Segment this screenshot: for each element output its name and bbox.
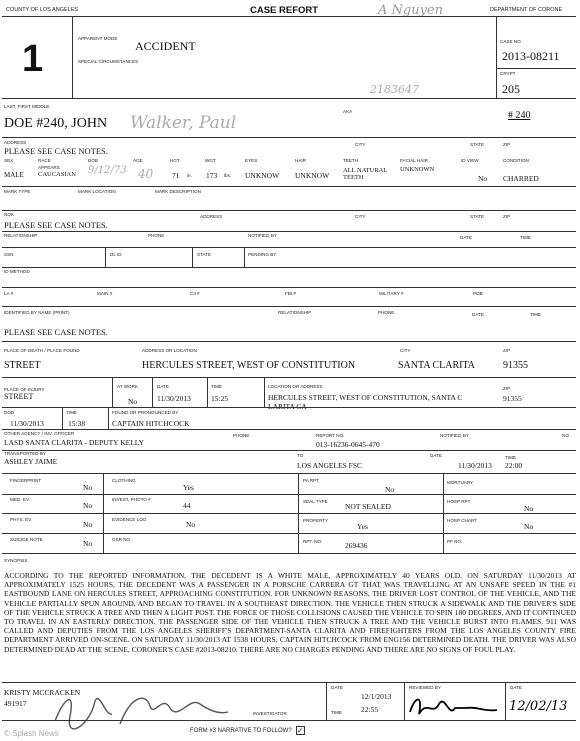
injury-location-label: LOCATION OR ADDRESS bbox=[268, 384, 323, 389]
rule bbox=[2, 210, 576, 211]
injury-time-label: TIME bbox=[211, 384, 222, 389]
tag-number: # 240 bbox=[508, 110, 531, 121]
rule bbox=[2, 186, 576, 187]
footer-date-label: DATE bbox=[331, 685, 343, 690]
narrative-checkbox[interactable]: ✓ bbox=[296, 726, 304, 735]
relationship-label: RELATIONSHIP bbox=[4, 233, 38, 238]
property-value: Yes bbox=[357, 522, 368, 531]
rule bbox=[2, 16, 576, 17]
rule bbox=[2, 341, 576, 342]
notified-by-label: NOTIFIED BY bbox=[248, 233, 277, 238]
hosp-chart-label: HOSP CHART bbox=[447, 518, 477, 523]
to-label: TO bbox=[297, 453, 304, 458]
race-appears: APPEARS bbox=[38, 165, 60, 170]
hgt-label: HGT bbox=[170, 158, 180, 163]
zip-label: ZIP bbox=[503, 142, 511, 147]
footer-date-value: 12/1/2013 bbox=[361, 692, 392, 701]
eyes-value: UNKNOW bbox=[245, 171, 280, 180]
injury-location-value: HERCULES STREET, WEST OF CONSTITUTION, SANTA C bbox=[268, 393, 463, 402]
investigator-id: 491917 bbox=[4, 699, 27, 708]
rule bbox=[72, 16, 73, 98]
rule bbox=[2, 287, 576, 288]
dl-id-label: DL ID bbox=[110, 252, 122, 257]
handwritten-dob: 9/12/73 bbox=[88, 165, 127, 176]
transported-label: TRANSPORTED BY bbox=[4, 451, 47, 456]
aka-label: AKA bbox=[343, 109, 353, 114]
dod-value: 11/30/2013 bbox=[10, 419, 44, 428]
mark-type-label: MARK TYPE bbox=[4, 189, 31, 194]
form-narrative-label bbox=[190, 726, 305, 735]
papt-value: No bbox=[385, 485, 395, 494]
age-label: AGE bbox=[133, 158, 143, 163]
rule bbox=[2, 306, 576, 307]
pob-label: POB bbox=[473, 291, 483, 296]
rule bbox=[244, 247, 245, 267]
hosp-rpt-value: No bbox=[524, 504, 534, 513]
rule bbox=[2, 513, 576, 514]
footer-time-label: TIME bbox=[331, 710, 342, 715]
identified-relationship-label: RELATIONSHIP bbox=[278, 310, 312, 315]
phys-ev-label: PHYS. EV. bbox=[10, 517, 33, 522]
apparent-mode-label: APPARENT MODE bbox=[78, 36, 118, 41]
facial-hair-label: FACIAL HAIR bbox=[400, 158, 428, 163]
injury-time-value: 15:25 bbox=[211, 394, 229, 403]
transport-date-value: 11/30/2013 bbox=[458, 461, 492, 470]
place-of-death-label: PLACE OF DEATH / PLACE FOUND bbox=[4, 348, 80, 353]
handwritten-number: 2183647 bbox=[370, 83, 419, 96]
rule bbox=[2, 429, 576, 430]
injury-date-label: DATE bbox=[157, 384, 169, 389]
injury-location-cont: LARITA CA bbox=[268, 402, 307, 411]
nok-time-label: TIME bbox=[520, 235, 531, 240]
report-no-label: REPORT NO. bbox=[316, 433, 345, 438]
special-circumstances-label: SPECIAL CIRCUMSTANCES bbox=[78, 59, 139, 64]
agency-no-label: NO bbox=[562, 433, 569, 438]
la-label: LA # bbox=[4, 291, 14, 296]
injury-date-value: 11/30/2013 bbox=[157, 394, 191, 403]
agency-phone-label: PHONE bbox=[233, 433, 250, 438]
transport-time-label: TIME bbox=[505, 455, 516, 460]
mark-location-label: MARK LOCATION bbox=[78, 189, 116, 194]
hosp-chart-value: No bbox=[524, 522, 534, 531]
rule bbox=[2, 377, 576, 378]
gsr-no-label: GSR NO bbox=[112, 537, 131, 542]
dod-label: DOD bbox=[4, 410, 15, 415]
facial-hair-value: UNKNOWN bbox=[400, 166, 435, 173]
injury-zip-value: 91355 bbox=[503, 394, 522, 403]
city-label: CITY bbox=[355, 142, 366, 147]
identified-date-label: DATE bbox=[472, 312, 484, 317]
nok-value: PLEASE SEE CASE NOTES. bbox=[4, 220, 108, 230]
clothing-value: Yes bbox=[183, 483, 194, 492]
rule bbox=[2, 473, 576, 474]
injury-zip-label: ZIP bbox=[503, 386, 511, 391]
pf-no-label: PF NO. bbox=[447, 539, 463, 544]
suicide-note-value: No bbox=[83, 539, 93, 548]
reviewer-signature bbox=[405, 690, 500, 722]
wgt-value: 173 bbox=[206, 171, 218, 180]
invest-photo-label: INVEST. PHOTO # bbox=[112, 497, 151, 502]
place-of-injury-label: PLACE OF INJURY bbox=[4, 387, 45, 392]
synopsis-label: SYNOPSIS bbox=[4, 558, 28, 563]
cii-label: CII # bbox=[190, 291, 200, 296]
nok-zip-label: ZIP bbox=[503, 214, 511, 219]
identified-value: PLEASE SEE CASE NOTES. bbox=[4, 327, 108, 337]
death-city-label: CITY bbox=[400, 348, 411, 353]
dob-label: DOB bbox=[88, 158, 98, 163]
rule bbox=[105, 247, 106, 267]
fingerprint-value: No bbox=[83, 483, 93, 492]
crypt-label: CRYPT bbox=[500, 71, 516, 76]
race-label: RACE bbox=[38, 158, 51, 163]
rpt-no-label: RPT. NO. bbox=[303, 539, 323, 544]
clothing-label: CLOTHING bbox=[112, 478, 136, 483]
teeth-value: ALL NATURAL TEETH bbox=[343, 167, 388, 181]
name-label: LAST, FIRST MIDDLE bbox=[4, 104, 50, 109]
watermark: © Splash News bbox=[4, 729, 59, 738]
place-of-death-value: STREET bbox=[4, 360, 41, 371]
apparent-mode-value: ACCIDENT bbox=[135, 39, 196, 53]
investigator-label: INVESTIGATOR bbox=[253, 711, 287, 716]
to-value: LOS ANGELES FSC bbox=[297, 461, 363, 470]
transport-time-value: 22:00 bbox=[505, 461, 523, 470]
invest-photo-value: 44 bbox=[183, 501, 191, 510]
rule bbox=[496, 68, 576, 69]
state-label: STATE bbox=[470, 142, 485, 147]
race-value: CAUCASIAN bbox=[38, 171, 76, 178]
form-narrative-text: FORM #3 NARRATIVE TO FOLLOW? bbox=[190, 728, 292, 735]
id-view-label: ID VIEW bbox=[461, 158, 479, 163]
med-ev-label: MED. EV. bbox=[10, 497, 30, 502]
rule bbox=[505, 682, 506, 720]
footer-date2-label: DATE bbox=[510, 685, 522, 690]
tod-label: TIME bbox=[66, 410, 77, 415]
county-label: COUNTY OF LOS ANGELES bbox=[6, 7, 79, 13]
sex-value: MALE bbox=[4, 171, 24, 179]
seal-type-label: SEAL TYPE bbox=[303, 499, 328, 504]
decedent-address: PLEASE SEE CASE NOTES. bbox=[4, 146, 108, 156]
main-label: MAIN # bbox=[97, 291, 113, 296]
hgt-unit: in. bbox=[187, 173, 192, 178]
footer-time-value: 22:55 bbox=[361, 705, 379, 714]
nok-state-label: STATE bbox=[470, 214, 485, 219]
case-no-value: 2013-08211 bbox=[502, 49, 560, 63]
transport-date-label: DATE bbox=[430, 453, 442, 458]
papt-label: PA RPT bbox=[303, 478, 319, 483]
rule bbox=[2, 407, 576, 408]
phys-ev-value: No bbox=[83, 520, 93, 529]
rule bbox=[152, 377, 153, 407]
handwritten-investigator-name: A Nguyen bbox=[378, 3, 443, 18]
death-zip-value: 91355 bbox=[503, 360, 528, 371]
mortuary-label: MORTUARY bbox=[447, 480, 474, 485]
nok-label: NOK bbox=[4, 212, 14, 217]
address-label: ADDRESS bbox=[4, 140, 27, 145]
decedent-name: DOE #240, JOHN bbox=[4, 116, 108, 131]
handwritten-decedent-name: Walker, Paul bbox=[130, 113, 237, 133]
sex-label: SEX bbox=[4, 158, 14, 163]
rule bbox=[2, 720, 576, 721]
military-label: MILITARY # bbox=[379, 291, 404, 296]
pronounced-label: FOUND OR PRONOUNCED BY bbox=[112, 410, 179, 415]
death-address-value: HERCULES STREET, WEST OF CONSTITUTION bbox=[142, 360, 356, 371]
hgt-value: 71 bbox=[172, 171, 180, 180]
death-zip-label: ZIP bbox=[503, 348, 511, 353]
seal-type-value: NOT SEALED bbox=[345, 502, 391, 511]
reviewed-by-label: REVIEWED BY bbox=[409, 685, 441, 690]
condition-value: CHARRED bbox=[503, 174, 539, 183]
box-number: 1 bbox=[22, 38, 44, 80]
rule bbox=[2, 553, 576, 554]
identified-by-label: IDENTIFIED BY NAME (PRINT) bbox=[4, 310, 70, 315]
wgt-unit: lbs. bbox=[224, 173, 232, 178]
condition-label: CONDITION bbox=[503, 158, 529, 163]
rule bbox=[207, 377, 208, 407]
property-label: PROPERTY bbox=[303, 518, 329, 523]
id-method-label: ID METHOD bbox=[4, 269, 30, 274]
rule bbox=[2, 137, 576, 138]
rule bbox=[108, 407, 109, 429]
fbi-label: FBI # bbox=[285, 291, 296, 296]
identified-time-label: TIME bbox=[530, 312, 541, 317]
at-work-label: AT WORK bbox=[117, 384, 139, 389]
rule bbox=[496, 16, 497, 98]
crypt-value: 205 bbox=[502, 82, 520, 96]
nok-date-label: DATE bbox=[460, 235, 472, 240]
rule bbox=[326, 682, 327, 720]
case-no-label: CASE NO bbox=[500, 39, 521, 44]
phone-label: PHONE bbox=[148, 233, 165, 238]
death-city-value: SANTA CLARITA bbox=[398, 360, 476, 371]
pending-by-label: PENDING BY bbox=[248, 252, 277, 257]
synopsis-text: ACCORDING TO THE REPORTED INFORMATION, THE DECEDENT IS A WHITE MALE, APPROXIMATELY 40 YEARS OLD. ON SATURDAY 11/30/2013 AT APPROXIMATELY 1525 HOURS, THE DECEDENT WAS A PASSENGER IN A PORSCHE CARRERA GT THAT WAS TRAVELLING AT AN UNSAFE SPEED IN THE #1 EASTBOUND LANE ON HERCULES STREET, APPROACHING CONSTITUTION. FOR UNKNOWN REASONS, THE DRIVER LOST CONTROL OF THE VEHICLE, AND THE VEHICLE PARTIALLY SPUN AROUND, AND BEGAN TO TRAVEL IN A SOUTHEAST DIRECTION. THE VEHICLE THEN STRUCK A SIDEWALK AND THE DRIVER'S SIDE OF THE VEHICLE STRUCK A TREE AND THEN A LIGHT POST. THE FORCE OF THOSE COLLISIONS CAUSED THE VEHICLE TO SPIN 180 DEGREES, AND IT CONTINUED TO TRAVEL IN AN EASTERLY DIRECTION. THE PASSENGER SIDE OF THE VEHICLE THEN STRUCK A TREE AND THE VEHICLE BURST INTO FLAMES. 911 WAS CALLED AND DEPUTIES FROM THE LOS ANGELES SHERIFF'S DEPARTMENT-SANTA CLARITA AND FIREFIGHTERS FROM THE LOS ANGELES COUNTY FIRE DEPARTMENT ARRIVED ON-SCENE. ON SATURDAY 11/30/2013 AT 1538 HOURS, CAPTAIN HITCHCOCK FROM ENG156 DETERMINED DEATH. THE DRIVER WAS ALSO DETERMINED DEAD AT THE SCENE, CORONER'S CASE #2013-08210. THERE ARE NO CHARGES PENDING AND THERE ARE NO SIGNS OF FOUL PLAY. bbox=[4, 571, 576, 654]
rule bbox=[264, 377, 265, 407]
teeth-label: TEETH bbox=[343, 158, 359, 163]
report-title: CASE REFORT bbox=[250, 5, 319, 16]
rule bbox=[2, 247, 576, 248]
agency-value: LASD SANTA CLARITA - DEPUTY KELLY bbox=[4, 438, 145, 447]
investigator-signature bbox=[50, 686, 230, 731]
evidence-log-value: No bbox=[186, 520, 196, 529]
med-ev-value: No bbox=[83, 501, 93, 510]
death-address-label: ADDRESS OR LOCATION bbox=[142, 348, 197, 353]
identified-phone-label: PHONE bbox=[378, 310, 395, 315]
rule bbox=[2, 98, 576, 99]
at-work-value: No bbox=[128, 397, 138, 406]
rule bbox=[2, 231, 576, 232]
agency-label: OTHER AGENCY / INV. OFFICER bbox=[4, 431, 75, 436]
rule bbox=[112, 377, 113, 407]
nok-city-label: CITY bbox=[355, 214, 366, 219]
hair-value: UNKNOW bbox=[295, 171, 330, 180]
rpt-no-value: 269436 bbox=[345, 541, 368, 550]
pronounced-value: CAPTAIN HITCHCOCK bbox=[112, 419, 190, 428]
hair-label: HAIR bbox=[295, 158, 306, 163]
eyes-label: EYES bbox=[245, 158, 258, 163]
fingerprint-label: FINGERPRINT bbox=[10, 478, 42, 483]
department-label: DEPARTMENT OF CORONE bbox=[490, 7, 563, 13]
suicide-note-label: SUICIDE NOTE bbox=[10, 537, 43, 542]
transported-value: ASHLEY JAIME bbox=[4, 457, 58, 466]
wgt-label: WGT bbox=[205, 158, 216, 163]
hosp-rpt-label: HOSP RPT bbox=[447, 499, 471, 504]
rule bbox=[2, 682, 576, 683]
dl-state-label: STATE bbox=[197, 252, 212, 257]
tod-value: 15:38 bbox=[68, 419, 86, 428]
rule bbox=[2, 267, 576, 268]
investigator-name: KRISTY MCCRACKEN bbox=[4, 688, 81, 697]
rule bbox=[62, 407, 63, 429]
rule bbox=[2, 450, 576, 451]
handwritten-age: 40 bbox=[138, 167, 154, 181]
agency-notified-label: NOTIFIED BY bbox=[440, 433, 469, 438]
mark-description-label: MARK DESCRIPTION bbox=[155, 189, 201, 194]
id-view-value: No bbox=[478, 174, 488, 183]
ssn-label: SSN bbox=[4, 252, 14, 257]
rule bbox=[2, 533, 576, 534]
evidence-log-label: EVIDENCE LOG bbox=[112, 517, 147, 522]
handwritten-review-date: 12/02/13 bbox=[509, 699, 568, 714]
rule bbox=[192, 247, 193, 267]
rule bbox=[2, 494, 576, 495]
place-of-injury-value: STREET bbox=[4, 392, 34, 401]
nok-address-label: ADDRESS bbox=[200, 214, 223, 219]
report-no-value: 013-16236-0645-470 bbox=[316, 440, 380, 449]
